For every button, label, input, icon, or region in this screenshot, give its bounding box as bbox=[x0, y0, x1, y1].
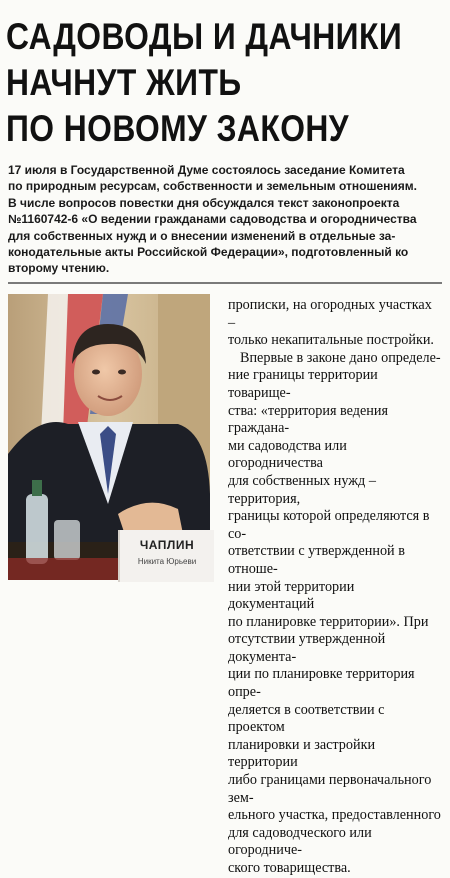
body-line: планировки и застройки территории bbox=[228, 736, 376, 771]
lead-line: по природным ресурсам, собственности и земельным отношениям. bbox=[8, 179, 418, 194]
headline-line: ПО НОВОМУ ЗАКОНУ bbox=[6, 108, 350, 149]
article-lead bbox=[8, 162, 444, 277]
body-line: ского товарищества. bbox=[228, 860, 351, 876]
body-line: нии этой территории документаций bbox=[228, 578, 355, 613]
article-photo bbox=[8, 294, 210, 580]
headline-line: НАЧНУТ ЖИТЬ bbox=[6, 62, 242, 103]
body-line: для собственных нужд – территория, bbox=[228, 472, 376, 507]
body-line: Впервые в законе дано определе- bbox=[240, 349, 441, 366]
body-line: по планировке территории». При bbox=[228, 613, 429, 630]
article-body bbox=[228, 297, 442, 876]
body-line: отсутствии утвержденной документа- bbox=[228, 631, 386, 665]
body-line: прописки, на огородных участках – bbox=[228, 297, 432, 331]
body-line: ние границы территории товарище- bbox=[228, 367, 378, 401]
lead-line: №1160742-6 «О ведении гражданами садоводства и огородничества bbox=[8, 212, 417, 227]
body-line: только некапитальные постройки. bbox=[228, 332, 434, 349]
nameplate-surname: ЧАПЛИН bbox=[139, 538, 195, 552]
body-line: ми садоводства или огородничества bbox=[228, 437, 347, 472]
body-line: ства: «территория ведения граждана- bbox=[228, 402, 388, 437]
body-line: либо границами первоначального зем- bbox=[228, 772, 432, 806]
body-line: ельного участка, предоставленного bbox=[228, 807, 441, 824]
body-line: границы которой определяются в со- bbox=[228, 508, 430, 542]
nameplate-given-name: Никита Юрьеви bbox=[137, 557, 197, 566]
nameplate bbox=[118, 530, 214, 582]
lead-line: В числе вопросов повестки дня обсуждался текст законопроекта bbox=[8, 195, 400, 210]
article-headline bbox=[6, 14, 403, 152]
body-line: для садоводческого или огородниче- bbox=[228, 824, 372, 859]
lead-divider bbox=[8, 282, 442, 284]
lead-line: 17 июля в Государственной Думе состоялось заседание Комитета bbox=[8, 163, 405, 177]
headline-line: САДОВОДЫ И ДАЧНИКИ bbox=[6, 16, 403, 57]
body-line: ответствии с утвержденной в отноше- bbox=[228, 543, 405, 577]
lead-line: для собственных нужд и о внесении изменений в отдельные за- bbox=[8, 228, 396, 243]
body-line: деляется в соответствии с проектом bbox=[228, 701, 385, 736]
lead-line: конодательные акты Российской Федерации», подготовленный ко bbox=[8, 245, 409, 260]
lead-line: второму чтению. bbox=[8, 261, 110, 276]
body-line: ции по планировке территория опре- bbox=[228, 666, 415, 701]
